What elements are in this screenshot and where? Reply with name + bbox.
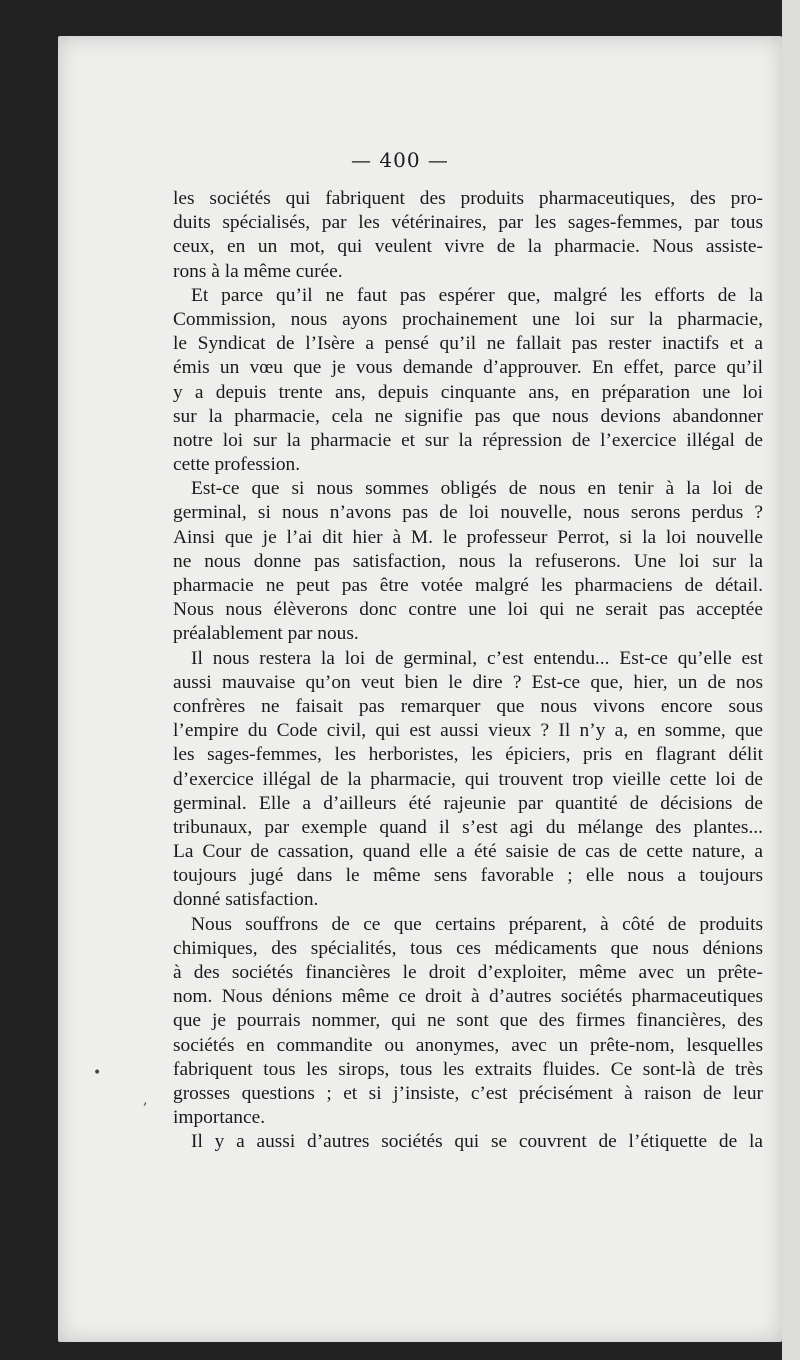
text-line: rons à la même curée. xyxy=(173,260,343,282)
text-line: sociétés en commandite ou anonymes, avec un prête-nom, lesquelles xyxy=(173,1034,763,1056)
text-line: le Syndicat de l’Isère a pensé qu’il ne fallait pas rester inactifs et a xyxy=(173,333,763,355)
text-line: Nous souffrons de ce que certains préparent, à côté de produits xyxy=(191,913,763,935)
text-line: émis un vœu que je vous demande d’approuver. En effet, parce qu’il xyxy=(173,357,763,379)
text-line: pharmacie ne peut pas être votée malgré les pharmaciens de détail. xyxy=(173,575,763,596)
text-line: l’empire du Code civil, qui est aussi vieux ? Il n’y a, en somme, que xyxy=(173,720,763,742)
adjacent-page-edge xyxy=(782,0,800,1360)
text-line: cette profession. xyxy=(173,454,301,476)
text-line: que je pourrais nommer, qui ne sont que des firmes financières, des xyxy=(173,1010,763,1032)
text-line: germinal, si nous n’avons pas de loi nouvelle, nous serons perdus ? xyxy=(173,502,763,524)
text-line: les sages-femmes, les herboristes, les épiciers, pris en flagrant délit xyxy=(173,744,763,766)
margin-comma-mark: , xyxy=(143,1092,148,1108)
text-line: Ainsi que je l’ai dit hier à M. le professeur Perrot, si la loi nouvelle xyxy=(173,526,763,548)
text-line: Et parce qu’il ne faut pas espérer que, malgré les efforts de la xyxy=(191,284,763,306)
text-line: nom. Nous dénions même ce droit à d’autres sociétés pharmaceutiques xyxy=(173,986,763,1008)
text-line: fabriquent tous les sirops, tous les extraits fluides. Ce sont-là de très xyxy=(173,1058,763,1080)
text-line: germinal. Elle a d’ailleurs été rajeunie par quantité de décisions de xyxy=(173,792,763,814)
text-line: ne nous donne pas satisfaction, nous la refuserons. Une loi sur la xyxy=(173,550,763,572)
text-line: d’exercice illégal de la pharmacie, qui trouvent trop vieille cette loi de xyxy=(173,768,763,790)
text-line: tribunaux, par exemple quand il s’est agi du mélange des plantes... xyxy=(173,816,763,838)
text-line: Nous nous élèverons donc contre une loi qui ne serait pas acceptée xyxy=(173,599,763,621)
text-line: Il nous restera la loi de germinal, c’est entendu... Est-ce qu’elle est xyxy=(191,647,763,669)
text-line: grosses questions ; et si j’insiste, c’est précisément à raison de leur xyxy=(173,1082,763,1104)
text-line: importance. xyxy=(173,1107,266,1129)
text-line: La Cour de cassation, quand elle a été saisie de cas de cette nature, a xyxy=(173,841,763,863)
text-line: y a depuis trente ans, depuis cinquante ans, en préparation une loi xyxy=(173,381,763,403)
body-text xyxy=(173,187,763,1155)
page-number: — 400 — xyxy=(351,148,449,172)
text-line: préalablement par nous. xyxy=(173,623,359,645)
text-line: Est-ce que si nous sommes obligés de nous en tenir à la loi de xyxy=(191,478,763,500)
text-line: aussi mauvaise qu’on veut bien le dire ? Est-ce que, hier, un de nos xyxy=(173,671,763,693)
margin-dot-mark: • xyxy=(93,1065,102,1081)
text-line: toujours jugé dans le même sens favorable ; elle nous a toujours xyxy=(173,865,763,887)
text-line: chimiques, des spécialités, tous ces médicaments que nous dénions xyxy=(173,937,763,959)
text-line: à des sociétés financières le droit d’exploiter, même avec un prête- xyxy=(173,962,763,983)
text-line: notre loi sur la pharmacie et sur la répression de l’exercice illégal de xyxy=(173,429,763,451)
text-line: donné satisfaction. xyxy=(173,889,319,911)
text-line: ceux, en un mot, qui veulent vivre de la pharmacie. Nous assiste- xyxy=(173,236,763,258)
text-line: Commission, nous ayons prochainement une loi sur la pharmacie, xyxy=(173,308,763,330)
text-line: duits spécialisés, par les vétérinaires, par les sages-femmes, par tous xyxy=(173,212,763,234)
text-line: les sociétés qui fabriquent des produits pharmaceutiques, des pro- xyxy=(173,188,763,209)
text-line: Il y a aussi d’autres sociétés qui se couvrent de l’étiquette de la xyxy=(191,1131,763,1153)
text-line: confrères ne faisait pas remarquer que nous vivons encore sous xyxy=(173,695,763,717)
text-line: sur la pharmacie, cela ne signifie pas que nous devions abandonner xyxy=(173,405,763,427)
